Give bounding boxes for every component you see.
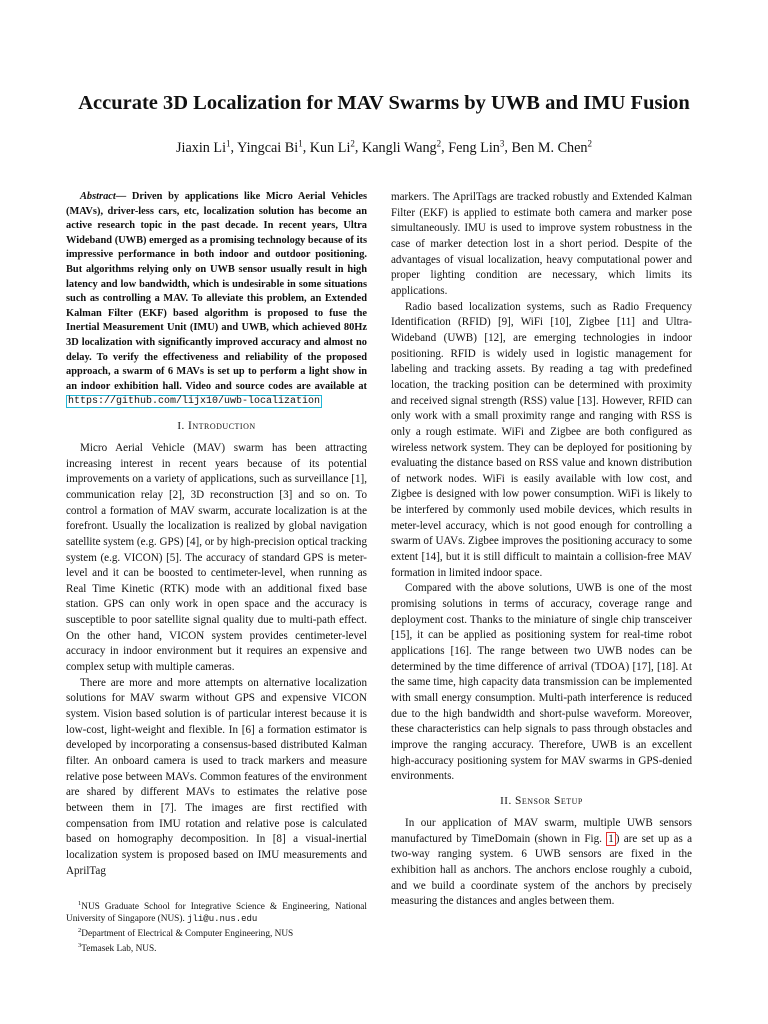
section-heading-sensor-setup: II. Sensor Setup — [500, 794, 583, 807]
abstract: Abstract— Driven by applications like Micro Aerial Vehicles (MAVs), driver-less cars, etc, localization solution has become an active research topic in the past decade. In recent years, Ultra Wideband (UWB) emerged as a promising technology because of its impressive performance in both indoor and outdoor positioning. But algorithms relying only on UWB sensor usually result in high latency and low bandwidth, which is undesirable in some situations such as controlling a MAV. To alleviate this problem, an Extended Kalman Filter (EKF) based algorithm is proposed to fuse the Inertial Measurement Unit (IMU) and UWB, which achieved 80Hz 3D localization with significantly improved accuracy and almost no delay. To verify the effectiveness and reliability of the proposed approach, a swarm of 6 MAVs is set up to perform a light show in an indoor exhibition hall. Video and source codes are available at https://github.com/lijx10/uwb-localization — [66, 191, 367, 408]
left-column — [66, 190, 367, 879]
paragraph: markers. The AprilTags are tracked robustly and Extended Kalman Filter (EKF) is applied to estimate both camera and marker pose simultaneously. IMU is used to improve system robustness in the case of marker detection lost in a short period. Despite of the advantages of visual localization, heavy computational power and proper lighting condition are necessary, which limits its applications. — [391, 191, 692, 297]
section-heading-introduction: I. Introduction — [177, 419, 256, 432]
paragraph: In our application of MAV swarm, multiple UWB sensors manufactured by TimeDomain (shown in Fig. 1 ) are set up as a two-way ranging system. 6 UWB sensors are fixed in the exhibition hall as anchors. The anchors enclose roughly a cuboid, and we build a coordinate system of the anchors by precisely measuring the distances and angles between them. — [391, 816, 693, 908]
paragraph: Radio based localization systems, such as Radio Frequency Identification (RFID) [9], WiFi [10], Zigbee [11] and Ultra-Wideband (UWB) [12], are emerging technologies in indoor positioning. RFID is widely used in logistic management for labeling and tracking assets. By reading a tag with predefined location, the tracking position can be determined with proximity and received signal strength (RSS) value [13]. However, RFID can only work with a small proximity range and ranging with RSS is only a rough estimate. WiFi and Zigbee are both configured as wireless network system. They can be deployed for positioning by evaluating the distance based on RSS value and known distribution of network nodes. WiFi is easily available with low cost, and Zigbee is designed with low power consumption. WiFi is likely to be interfered by commonly used mobile devices, which results in meter-level accuracy, which is not good enough for controlling a swarm of UAVs. Zigbee improves the positioning accuracy to some extent [14], but it is still difficult to maintain a collision-free MAV formation in limited indoor space. — [391, 300, 692, 579]
right-column — [391, 190, 692, 910]
paragraph: Compared with the above solutions, UWB is one of the most promising solutions in terms of accuracy, coverage range and deployment cost. Thanks to the miniature of single chip transceiver [15], it can be applied as positioning system for real-time robot applications [16]. The range between two UWB nodes can be determined by the time difference of arrival (TDOA) [17], [18]. At the same time, high capacity data transmission can be implemented with small energy consumption. Multi-path interference is reduced due to the high bandwidth and short-pulse waveform. Moreover, these characteristics can help signals to pass through obstacles and improve the ranging accuracy. Therefore, UWB is an excellent high-accuracy positioning system for MAV swarms in GPS-denied environments. — [391, 582, 692, 783]
email: jli@u.nus.edu — [187, 914, 258, 925]
author: Feng Lin$^3$ — [448, 138, 505, 156]
footnotes — [66, 898, 367, 955]
footnote: $^3$Temasek Lab, NUS. — [78, 942, 157, 955]
author: Jiaxin Li$^1$ — [175, 138, 231, 156]
source-code-link[interactable]: https://github.com/lijx10/uwb-localization — [68, 396, 321, 408]
footnote: $^2$Department of Electrical & Computer Engineering, NUS — [78, 927, 294, 940]
figure-reference-link[interactable]: 1 — [608, 832, 614, 845]
paragraph: Micro Aerial Vehicle (MAV) swarm has been attracting increasing interest in recent years because of its potential improvements on a variety of applications, such as surveillance [1], communication relay [2], 3D reconstruction [3] and so on. To control a formation of MAV swarm, accurate localization is at the forefront. Usually the localization is realized by global navigation satellite system (e.g. GPS) [4], or by high-precision optical tracking system (e.g. VICON) [5]. The accuracy of standard GPS is meter-level and it can be boosted to centimeter-level, when running as Real Time Kinetic (RTK) mode with an additional fixed base station. GPS can only work in open space and the accuracy is susceptible to poor satellite signal quality due to multi-path effect. On the other hand, VICON system provides centimeter-level accuracy in indoor environment but it requires an expensive and complex setup with multiple cameras. — [66, 441, 367, 674]
author: Ben M. Chen$^2$ — [511, 138, 593, 156]
author: Yingcai Bi$^1$ — [237, 138, 303, 156]
abstract-text: Driven by applications like Micro Aerial Vehicles (MAVs), driver-less cars, etc, localization solution has become an active research topic in the past decade. In recent years, Ultra Wideband (UWB) emerged as a promising technology because of its impressive performance in both indoor and outdoor positioning. But algorithms relying only on UWB sensor usually result in high latency and low bandwidth, which is undesirable in some situations such as controlling a MAV. To alleviate this problem, an Extended Kalman Filter (EKF) based algorithm is proposed to fuse the Inertial Measurement Unit (IMU) and UWB, which achieved 80Hz 3D localization with significantly improved accuracy and almost no delay. To verify the effectiveness and reliability of the proposed approach, a swarm of 6 MAVs is set up to perform a light show in an indoor exhibition hall. Video and source codes are available at — [66, 191, 367, 392]
author: Kangli Wang$^2$ — [361, 138, 442, 156]
author: Kun Li$^2$ — [309, 138, 355, 156]
paragraph: There are more and more attempts on alternative localization solutions for MAV swarm without GPS and expensive VICON system. Vision based solution is of particular interest because it is low-cost, light-weight and flexible. In [6] a formation estimator is developed by incorporating a consensus-based distributed Kalman filter. An onboard camera is used to track markers and measure relative pose between MAVs. Common features of the environment are shared by different MAVs to estimates the relative pose between them in [7]. The images are first rectified with compensation from IMU rotation and relative pose is calculated based on homography decomposition. In [8] a visual-inertial localization system is proposed based on IMU measurements and AprilTag — [66, 676, 367, 877]
footnote: $^1$NUS Graduate School for Integrative Science & Engineering, National University of Singapore (NUS). jli@u.nus.edu — [66, 900, 367, 925]
author-list: Jiaxin Li$^1$, Yingcai Bi$^1$, Kun Li$^2$, Kangli Wang$^2$, Feng Lin$^3$, Ben M. Chen$^2$ — [175, 138, 593, 156]
abstract-label: Abstract — [80, 191, 116, 202]
paper-title: Accurate 3D Localization for MAV Swarms by UWB and IMU Fusion — [78, 92, 690, 114]
